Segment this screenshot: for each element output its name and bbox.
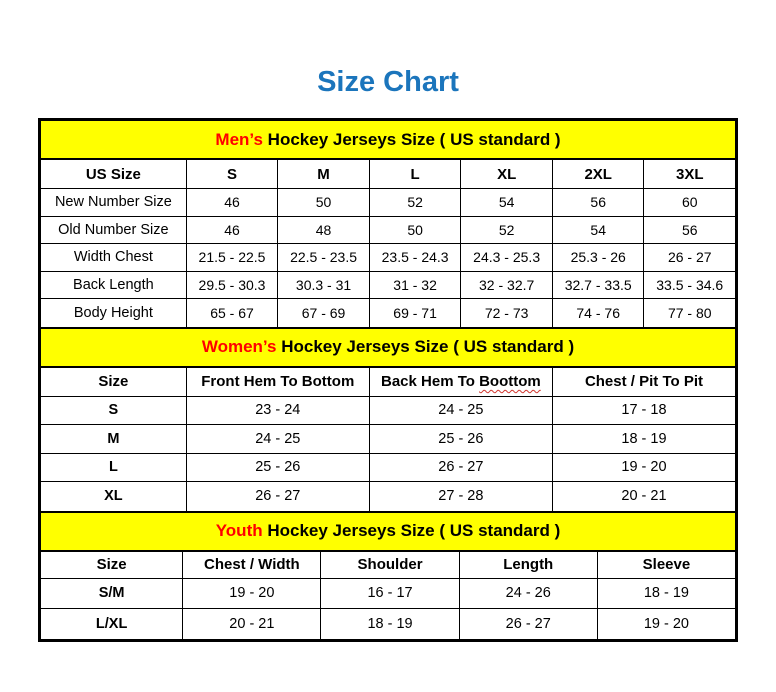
value-cell: 52 (370, 189, 462, 216)
row-label: Old Number Size (41, 217, 187, 244)
value-cell: 54 (461, 189, 553, 216)
value-cell: 19 - 20 (643, 615, 689, 632)
value-cell: 26 - 27 (370, 454, 553, 482)
value-cell: 50 (278, 189, 370, 216)
value-cell: 74 - 76 (553, 299, 645, 327)
value-cell: 26 - 27 (187, 482, 370, 511)
value-cell: 25.3 - 26 (553, 244, 645, 271)
value-cell: 31 - 32 (370, 272, 462, 299)
header-cell-shoulder: Shoulder (321, 552, 459, 578)
header-cell-size: Size (41, 552, 183, 578)
value-cell: 23.5 - 24.3 (370, 244, 462, 271)
value-cell: 19 - 20 (183, 579, 321, 608)
header-cell-us-size: US Size (41, 160, 187, 188)
mens-section (41, 121, 735, 327)
womens-section (41, 327, 735, 511)
value-cell: 24 - 26 (460, 579, 598, 608)
value-cell: 24 - 25 (187, 425, 370, 453)
value-cell: 69 - 71 (370, 299, 462, 327)
row-label: L/XL (41, 609, 183, 639)
header-cell-front-hem: Front Hem To Bottom (187, 368, 370, 396)
row-label: L (41, 454, 187, 482)
value-cell: 60 (681, 194, 698, 211)
value-cell: 29.5 - 30.3 (187, 272, 279, 299)
value-cell: 77 - 80 (667, 304, 712, 321)
value-cell: 26 - 27 (460, 609, 598, 639)
table-row-womens-m (41, 425, 735, 454)
womens-band-rest: Hockey Jerseys Size ( US standard ) (276, 337, 575, 356)
header-cell-m: M (278, 160, 370, 188)
value-cell: 65 - 67 (187, 299, 279, 327)
value-cell: 26 - 27 (667, 249, 712, 266)
row-label: New Number Size (41, 189, 187, 216)
row-label: Body Height (41, 299, 187, 327)
row-label: Back Length (41, 272, 187, 299)
value-cell: 24.3 - 25.3 (461, 244, 553, 271)
header-cell-chest-width: Chest / Width (183, 552, 321, 578)
value-cell: 20 - 21 (621, 488, 667, 505)
row-label: S (41, 397, 187, 425)
value-cell: 18 - 19 (643, 585, 689, 601)
value-cell: 17 - 18 (621, 402, 667, 419)
header-cell-s: S (187, 160, 279, 188)
page-title: Size Chart (317, 66, 459, 98)
table-row-width-chest (41, 244, 735, 272)
mens-band-highlight: Men’s (215, 129, 263, 149)
value-cell: 52 (461, 217, 553, 244)
value-cell: 67 - 69 (278, 299, 370, 327)
value-cell: 24 - 25 (370, 397, 553, 425)
youth-band-rest: Hockey Jerseys Size ( US standard ) (262, 521, 561, 540)
misspelled-word: Boottom (479, 373, 541, 390)
header-cell-l: L (370, 160, 462, 188)
row-label: XL (41, 482, 187, 511)
row-label: Width Chest (41, 244, 187, 271)
value-cell: 27 - 28 (370, 482, 553, 511)
youth-section (41, 511, 735, 639)
value-cell: 32 - 32.7 (461, 272, 553, 299)
value-cell: 25 - 26 (187, 454, 370, 482)
value-cell: 56 (553, 189, 645, 216)
header-cell-sleeve: Sleeve (642, 556, 691, 573)
value-cell: 48 (278, 217, 370, 244)
header-cell-chest-pit: Chest / Pit To Pit (584, 373, 703, 390)
youth-section-band (41, 511, 735, 552)
value-cell: 18 - 19 (621, 430, 667, 447)
youth-header-row (41, 552, 735, 579)
table-row-youth-lxl (41, 609, 735, 639)
value-cell: 33.5 - 34.6 (656, 276, 724, 293)
value-cell: 22.5 - 23.5 (278, 244, 370, 271)
table-row-back-length (41, 272, 735, 300)
womens-band-highlight: Women’s (201, 337, 277, 356)
table-row-womens-xl (41, 482, 735, 511)
value-cell: 46 (187, 189, 279, 216)
value-cell: 21.5 - 22.5 (187, 244, 279, 271)
value-cell: 23 - 24 (187, 397, 370, 425)
header-cell-size: Size (41, 368, 187, 396)
table-row-youth-sm (41, 579, 735, 609)
table-row-womens-s (41, 397, 735, 426)
value-cell: 32.7 - 33.5 (553, 272, 645, 299)
header-cell-xl: XL (461, 160, 553, 188)
back-hem-prefix: Back Hem To (381, 373, 480, 390)
value-cell: 16 - 17 (321, 579, 459, 608)
value-cell: 30.3 - 31 (278, 272, 370, 299)
value-cell: 46 (187, 217, 279, 244)
row-label: M (41, 425, 187, 453)
header-cell-3xl: 3XL (675, 165, 704, 183)
youth-band-highlight: Youth (215, 521, 263, 540)
row-label: S/M (41, 579, 183, 608)
table-row-new-number-size (41, 189, 735, 217)
womens-section-band (41, 327, 735, 368)
mens-band-rest: Hockey Jerseys Size ( US standard ) (262, 129, 561, 149)
mens-header-row (41, 160, 735, 189)
value-cell: 18 - 19 (321, 609, 459, 639)
header-cell-length: Length (460, 552, 598, 578)
table-row-womens-l (41, 454, 735, 483)
value-cell: 56 (681, 221, 698, 238)
value-cell: 54 (553, 217, 645, 244)
value-cell: 20 - 21 (183, 609, 321, 639)
value-cell: 25 - 26 (370, 425, 553, 453)
value-cell: 50 (370, 217, 462, 244)
header-cell-back-hem (370, 368, 553, 396)
header-cell-2xl: 2XL (553, 160, 645, 188)
value-cell: 19 - 20 (621, 459, 667, 476)
table-row-old-number-size (41, 217, 735, 245)
size-chart-table (38, 118, 738, 642)
table-row-body-height (41, 299, 735, 327)
womens-header-row (41, 368, 735, 397)
value-cell: 72 - 73 (461, 299, 553, 327)
mens-section-band (41, 121, 735, 160)
